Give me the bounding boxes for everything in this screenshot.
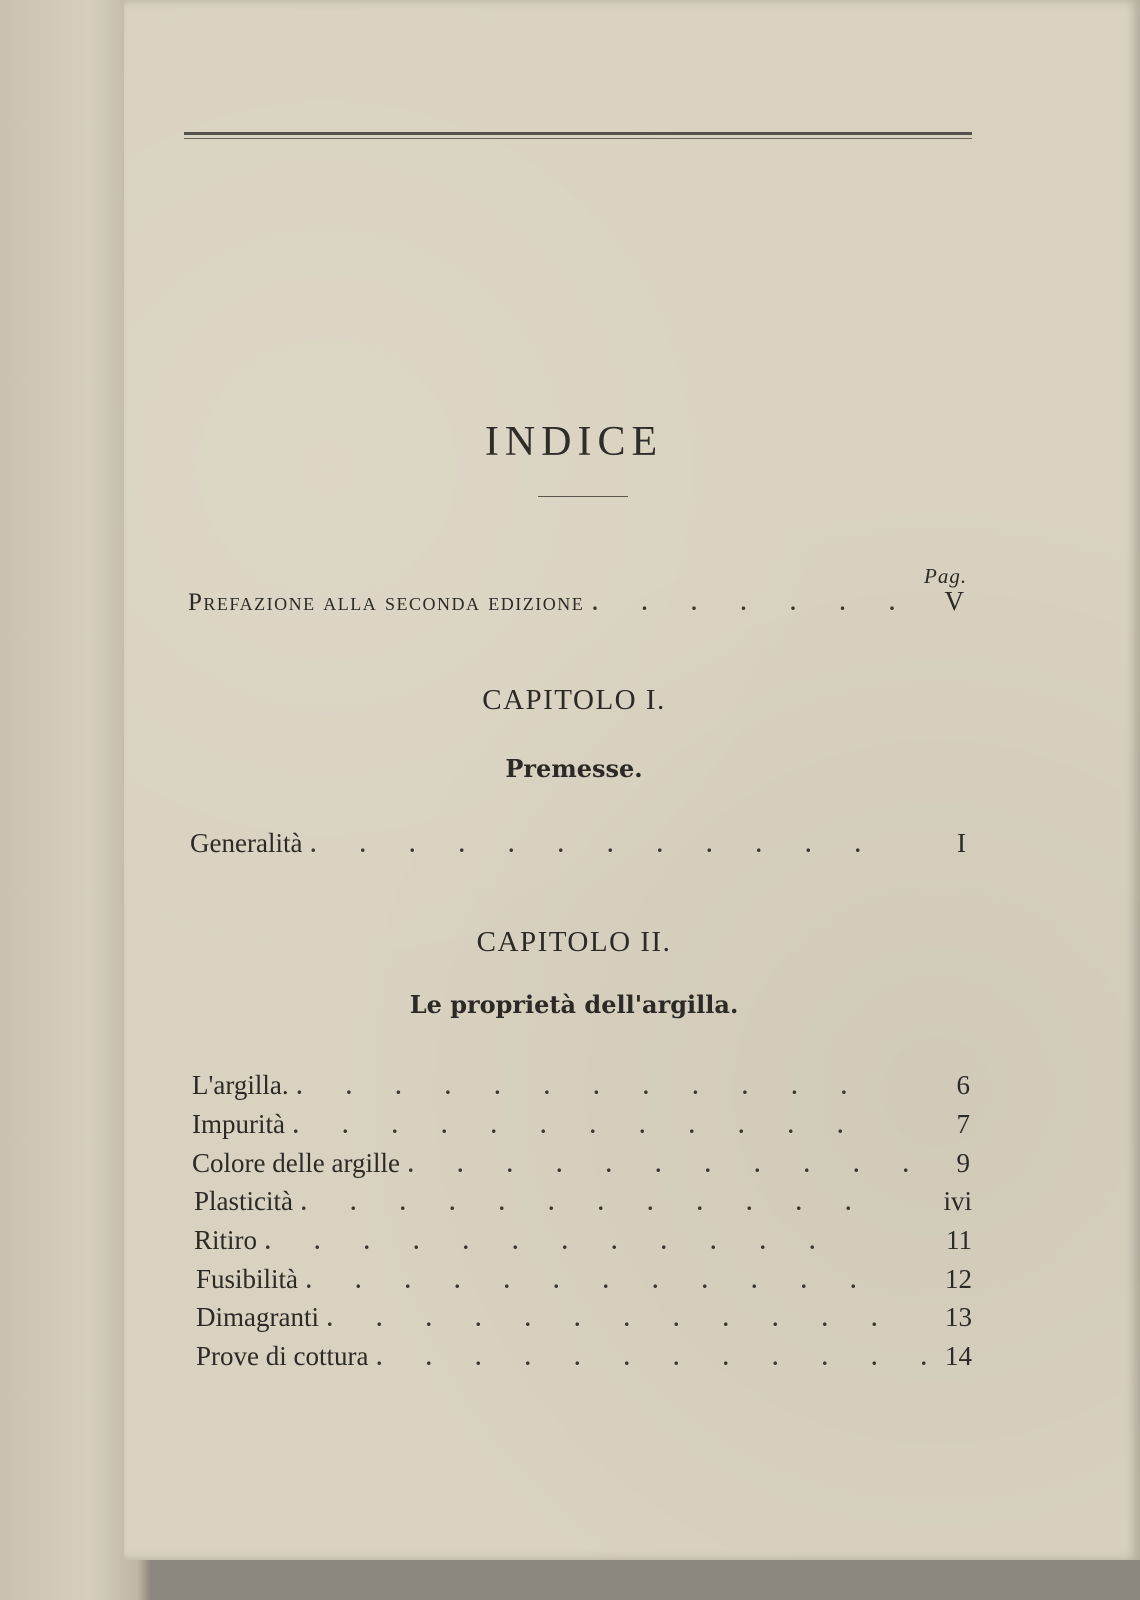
toc-entry-label: Fusibilità — [196, 1264, 299, 1294]
top-rule — [184, 132, 972, 139]
leader-dots — [376, 1341, 928, 1372]
leader-dots — [592, 586, 920, 617]
toc-entry[interactable] — [194, 1225, 972, 1261]
chapter-title: Premesse. — [505, 754, 643, 783]
toc-entry[interactable] — [196, 1341, 972, 1377]
book-page — [124, 0, 1140, 1560]
toc-entry-page: 7 — [956, 1109, 970, 1139]
toc-entry-page: V — [944, 586, 964, 616]
toc-entry-preface[interactable] — [188, 586, 964, 622]
index-title: INDICE — [484, 419, 664, 465]
toc-entry-page: 9 — [956, 1148, 970, 1178]
leader-dots — [306, 1264, 928, 1295]
leader-dots — [293, 1109, 926, 1140]
chapter-heading: CAPITOLO I. — [482, 684, 666, 716]
chapter-heading: CAPITOLO II. — [476, 926, 672, 958]
leader-dots — [408, 1148, 926, 1179]
toc-entry-label: Ritiro — [194, 1225, 258, 1255]
page-column-label: Pag. — [924, 564, 968, 588]
toc-entry-page: 12 — [945, 1264, 972, 1294]
toc-entry[interactable] — [192, 1148, 970, 1184]
toc-entry-label: Prefazione alla seconda edizione — [188, 589, 585, 616]
leader-dots — [327, 1302, 928, 1333]
toc-entry-label: Impurità — [192, 1109, 285, 1139]
toc-entry-label: Colore delle argille — [192, 1148, 400, 1178]
leader-dots — [301, 1186, 928, 1217]
toc-entry-label: Generalità — [190, 828, 303, 858]
leader-dots — [265, 1225, 928, 1256]
toc-entry-page: 14 — [945, 1341, 972, 1371]
toc-entry-page: ivi — [943, 1186, 972, 1216]
toc-entry-label: Prove di cottura — [196, 1341, 369, 1371]
toc-entry[interactable] — [192, 1109, 970, 1145]
toc-entry-label: Dimagranti — [196, 1302, 319, 1332]
toc-entry-page: 13 — [945, 1302, 972, 1332]
chapter-title: Le proprietà dell'argilla. — [409, 990, 739, 1019]
toc-entry-page: I — [957, 828, 966, 858]
leader-dots — [297, 1070, 926, 1101]
toc-entry[interactable] — [196, 1302, 972, 1338]
page-bottom-edge — [150, 1560, 1140, 1600]
toc-entry-label: Plasticità — [194, 1186, 293, 1216]
toc-entry-label: L'argilla. — [192, 1070, 289, 1100]
toc-entry-page: 11 — [946, 1225, 972, 1255]
toc-entry-page: 6 — [956, 1070, 970, 1100]
toc-entry[interactable] — [196, 1264, 972, 1300]
toc-entry[interactable] — [192, 1070, 970, 1106]
title-divider — [538, 496, 628, 497]
toc-entry[interactable] — [190, 828, 966, 864]
leader-dots — [310, 828, 922, 859]
toc-entry[interactable] — [194, 1186, 972, 1222]
